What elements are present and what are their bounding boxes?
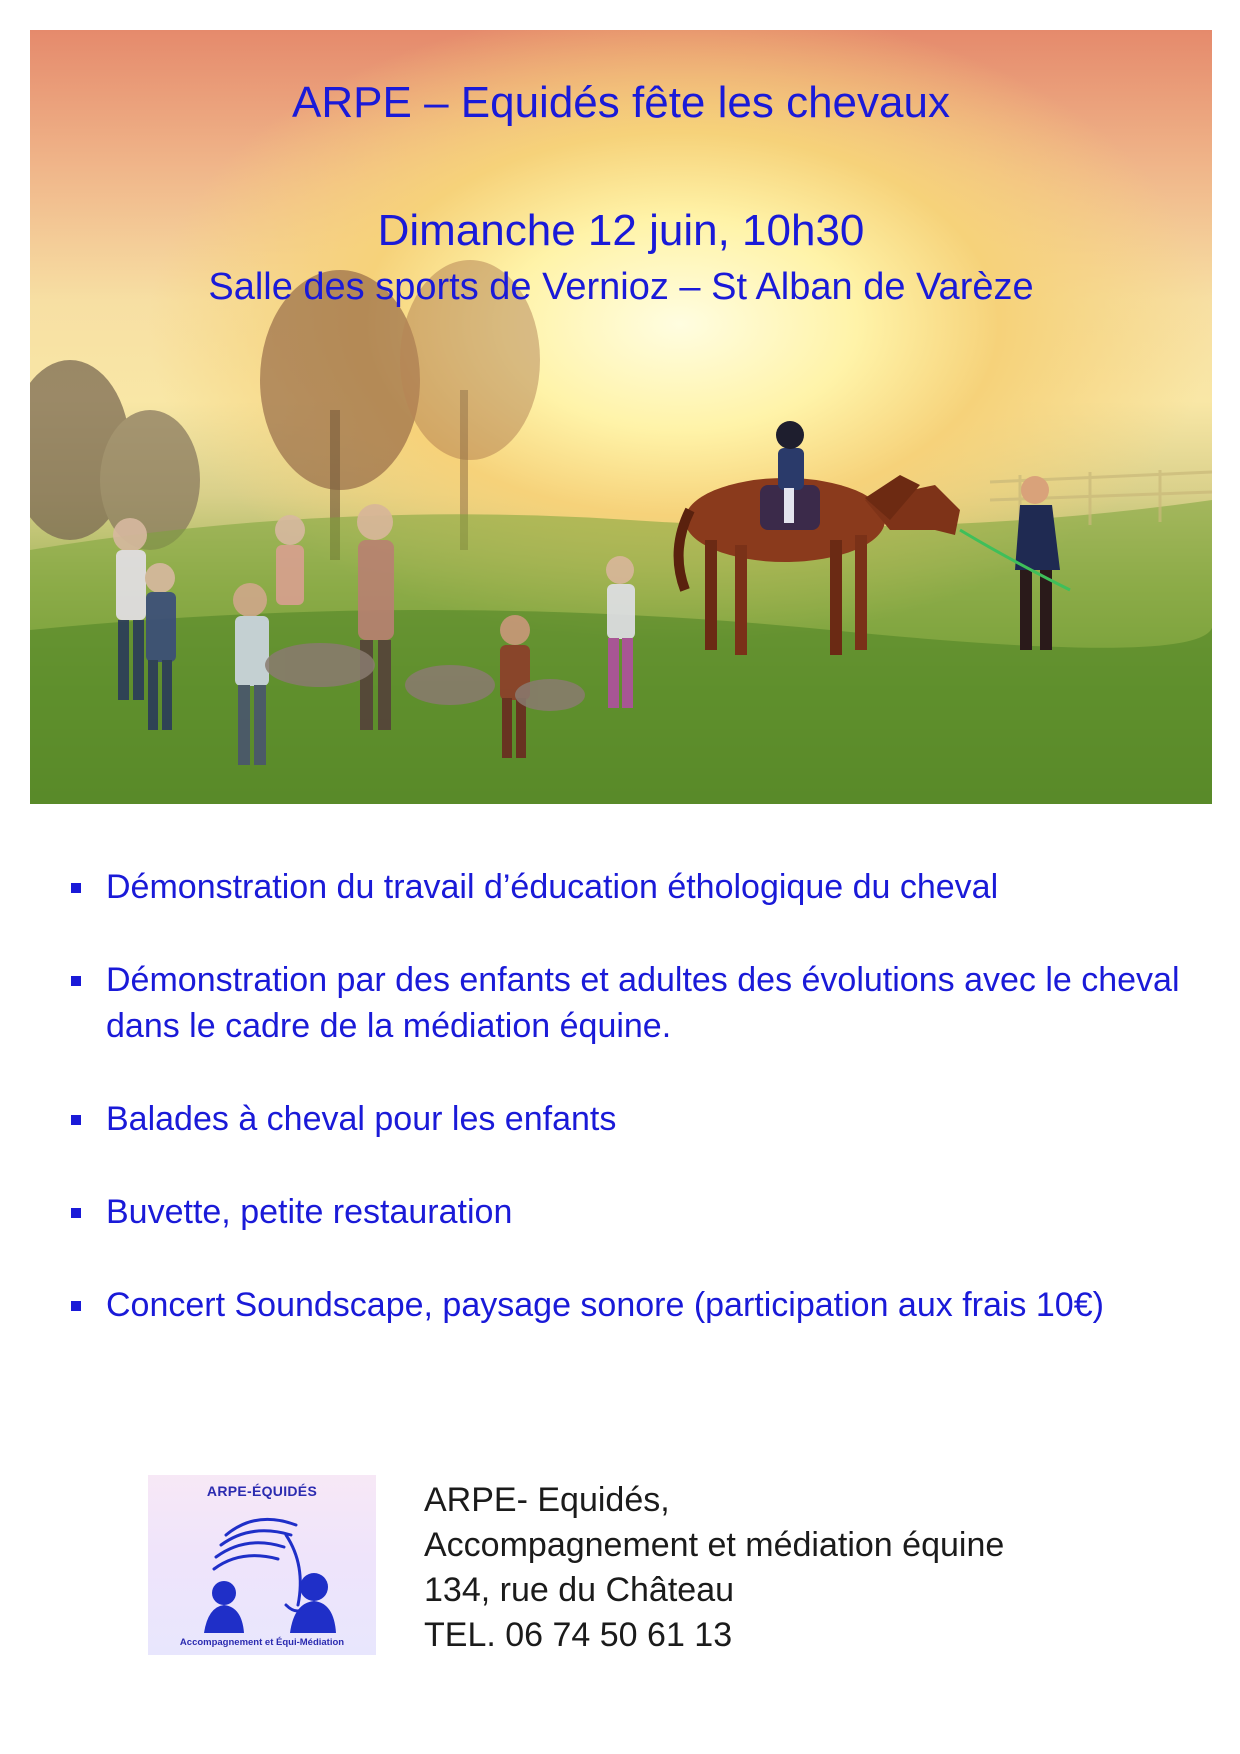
logo-title: ARPE-ÉQUIDÉS <box>206 1483 318 1499</box>
contact-block <box>424 1478 1004 1658</box>
activities-list <box>68 864 1218 1375</box>
arpe-equides-logo <box>148 1475 376 1655</box>
activity-text: Balades à cheval pour les enfants <box>106 1100 617 1138</box>
activity-text: Concert Soundscape, paysage sonore (participation aux frais 10€) <box>106 1286 1104 1324</box>
activity-text: Démonstration par des enfants et adultes des évolutions avec le cheval dans le cadre de la médiation équine. <box>106 961 1180 1045</box>
event-date: Dimanche 12 juin, 10h30 <box>377 206 865 255</box>
organization-subtitle: Accompagnement et médiation équine <box>424 1526 1005 1564</box>
horse-head-icon <box>186 1505 336 1633</box>
organization-name: ARPE- Equidés, <box>424 1481 670 1519</box>
activity-text: Démonstration du travail d’éducation éthologique du cheval <box>106 868 999 906</box>
square-bullet-icon <box>71 976 81 986</box>
event-title: ARPE – Equidés fête les chevaux <box>292 78 950 127</box>
logo-tagline: Accompagnement et Équi-Médiation <box>179 1637 345 1648</box>
hero-photo <box>30 30 1212 804</box>
list-item <box>68 1189 1218 1235</box>
square-bullet-icon <box>71 883 81 893</box>
list-item <box>68 1096 1218 1142</box>
horse-meadow-illustration <box>30 30 1212 804</box>
list-item <box>68 864 1218 910</box>
address: 134, rue du Château <box>424 1571 735 1609</box>
list-item <box>68 957 1218 1049</box>
activity-text: Buvette, petite restauration <box>106 1193 513 1231</box>
square-bullet-icon <box>71 1301 81 1311</box>
square-bullet-icon <box>71 1208 81 1218</box>
square-bullet-icon <box>71 1115 81 1125</box>
list-item <box>68 1282 1218 1328</box>
event-location: Salle des sports de Vernioz – St Alban de Varèze <box>208 266 1034 308</box>
phone-number: TEL. 06 74 50 61 13 <box>424 1616 733 1654</box>
